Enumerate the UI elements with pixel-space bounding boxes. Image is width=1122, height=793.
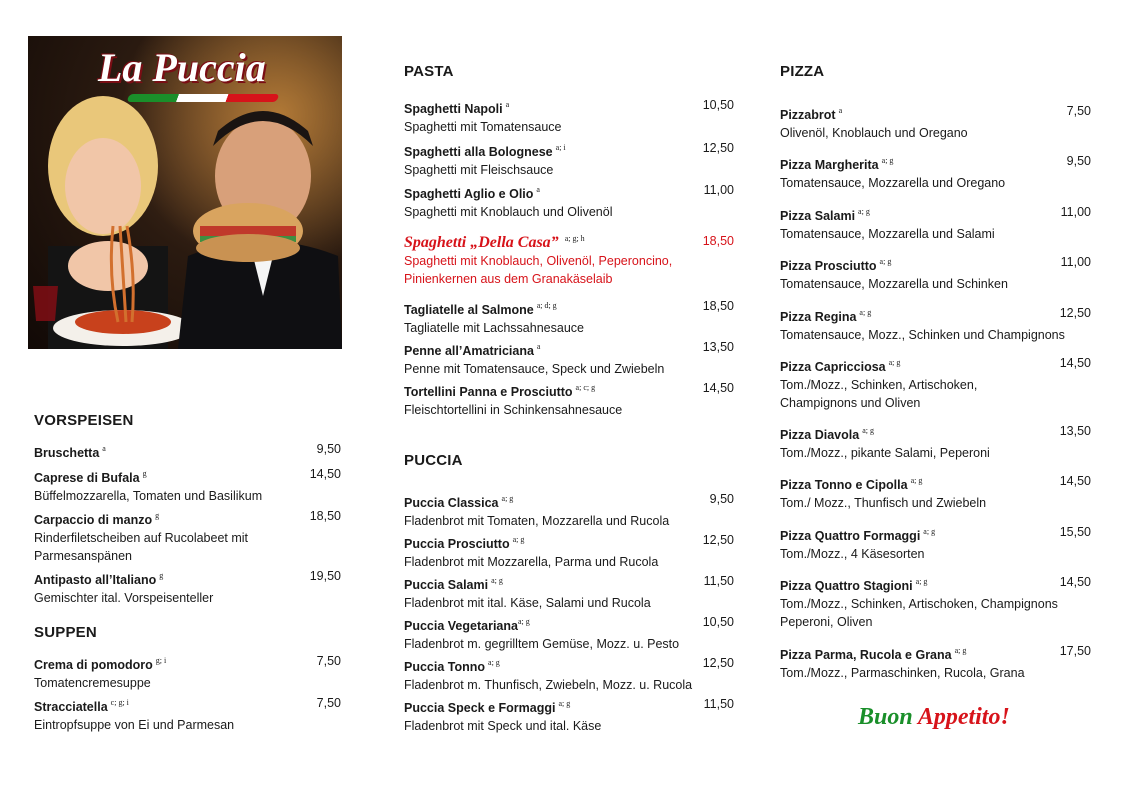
item-price: 10,50 <box>702 615 734 629</box>
menu-item <box>780 253 1091 293</box>
item-description: Tomatensauce, Mozz., Schinken und Champignons <box>780 328 1065 342</box>
item-price: 10,50 <box>702 98 734 112</box>
allergen-codes: c; g; i <box>110 698 129 707</box>
menu-item <box>404 297 734 337</box>
allergen-codes: a; g <box>915 577 928 586</box>
item-price: 15,50 <box>1059 525 1091 539</box>
allergen-codes: a <box>536 342 541 351</box>
allergen-codes: a; g <box>517 617 530 626</box>
allergen-codes: a; g <box>923 527 936 536</box>
item-description: Fladenbrot m. Thunfisch, Zwiebeln, Mozz. u. Rucola <box>404 678 693 692</box>
item-name: Puccia Vegetariana <box>404 619 518 633</box>
item-description: Tomatensauce, Mozzarella und Schinken <box>780 277 1008 291</box>
item-name: Spaghetti Aglio e Olio <box>404 187 534 201</box>
allergen-codes: a; i <box>555 143 566 152</box>
menu-item <box>34 652 341 692</box>
item-description: Tom./Mozz., pikante Salami, Peperoni <box>780 446 990 460</box>
item-description: Fladenbrot mit Tomaten, Mozzarella und Rucola <box>404 514 670 528</box>
allergen-codes: a; g <box>512 535 525 544</box>
item-name: Spaghetti alla Bolognese <box>404 145 553 159</box>
item-price: 7,50 <box>1066 104 1091 118</box>
item-price: 18,50 <box>702 299 734 313</box>
menu-item <box>404 96 734 136</box>
allergen-codes: a; g <box>881 156 894 165</box>
menu-item <box>34 694 341 734</box>
menu-item <box>34 440 341 462</box>
allergen-codes: a; g <box>858 207 870 216</box>
item-name: Pizzabrot <box>780 108 836 122</box>
item-price: 18,50 <box>309 509 341 523</box>
item-name: Pizza Quattro Stagioni <box>780 579 913 593</box>
menu-item <box>404 338 734 378</box>
item-name: Pizza Quattro Formaggi <box>780 529 921 543</box>
item-price: 12,50 <box>702 656 734 670</box>
appetito-word-2: Appetito! <box>917 704 1010 730</box>
logo-tricolor-swoosh <box>127 94 280 102</box>
item-description: Tomatensauce, Mozzarella und Oregano <box>780 176 1006 190</box>
menu-item <box>780 203 1091 243</box>
menu-item <box>780 152 1091 192</box>
item-name: Pizza Regina <box>780 310 857 324</box>
item-description: Tom./Mozz., Parmaschinken, Rucola, Grana <box>780 666 1025 680</box>
allergen-codes: g <box>159 571 164 580</box>
item-description: Spaghetti mit Fleischsauce <box>404 163 554 177</box>
item-price: 12,50 <box>702 533 734 547</box>
item-description: Fladenbrot m. gegrilltem Gemüse, Mozz. u. Pesto <box>404 637 680 651</box>
menu-item <box>404 695 734 735</box>
menu-item <box>780 573 1091 631</box>
item-description: Penne mit Tomatensauce, Speck und Zwiebeln <box>404 362 665 376</box>
item-description: Fladenbrot mit Mozzarella, Parma und Rucola <box>404 555 659 569</box>
item-price: 17,50 <box>1059 644 1091 658</box>
item-description: Fladenbrot mit ital. Käse, Salami und Rucola <box>404 596 651 610</box>
menu-item <box>404 654 734 694</box>
item-name: Puccia Prosciutto <box>404 537 510 551</box>
item-name: Pizza Prosciutto <box>780 259 877 273</box>
item-name: Puccia Salami <box>404 578 489 592</box>
item-name: Pizza Salami <box>780 209 856 223</box>
section-title-vorspeisen: VORSPEISEN <box>34 412 134 429</box>
menu-item <box>780 642 1091 682</box>
menu-item <box>404 531 734 571</box>
item-price: 18,50 <box>702 234 734 248</box>
item-name: Spaghetti Napoli <box>404 102 503 116</box>
item-price: 9,50 <box>316 442 341 456</box>
allergen-codes: a; g <box>910 476 923 485</box>
menu-item <box>780 304 1091 344</box>
item-description: Tom./Mozz., Schinken, Artischoken, Champignons und Oliven <box>780 378 978 410</box>
item-name: Puccia Speck e Formaggi <box>404 701 556 715</box>
item-description: Tomatensauce, Mozzarella und Salami <box>780 227 995 241</box>
item-name: Pizza Margherita <box>780 158 879 172</box>
item-name: Stracciatella <box>34 700 108 714</box>
item-description: Fleischtortellini in Schinkensahnesauce <box>404 403 623 417</box>
item-price: 12,50 <box>1059 306 1091 320</box>
allergen-codes: a; g <box>491 576 503 585</box>
item-description: Fladenbrot mit Speck und ital. Käse <box>404 719 602 733</box>
menu-item-special <box>404 230 734 288</box>
menu-item <box>780 354 1091 412</box>
item-description: Gemischter ital. Vorspeisenteller <box>34 591 214 605</box>
menu-item <box>404 181 734 221</box>
item-price: 14,50 <box>702 381 734 395</box>
item-name: Antipasto all’Italiano <box>34 573 157 587</box>
allergen-codes: a; d; g <box>536 301 557 310</box>
allergen-codes: a; g <box>879 257 892 266</box>
section-title-puccia: PUCCIA <box>404 452 463 469</box>
item-name: Pizza Capricciosa <box>780 360 886 374</box>
item-price: 19,50 <box>309 569 341 583</box>
item-price: 14,50 <box>1059 356 1091 370</box>
section-title-pizza: PIZZA <box>780 63 825 80</box>
hero-image <box>28 36 342 349</box>
menu-item <box>34 465 341 505</box>
appetito-word-1: Buon <box>858 704 913 730</box>
item-price: 7,50 <box>316 654 341 668</box>
allergen-codes: a; g <box>488 658 500 667</box>
allergen-codes: a; c; g <box>575 383 596 392</box>
allergen-codes: a; g <box>888 358 901 367</box>
allergen-codes: a; g <box>862 426 874 435</box>
item-price: 13,50 <box>1059 424 1091 438</box>
item-name: Penne all’Amatriciana <box>404 344 534 358</box>
menu-item <box>404 139 734 179</box>
item-name: Tortellini Panna e Prosciutto <box>404 385 573 399</box>
item-price: 7,50 <box>316 696 341 710</box>
item-name: Puccia Classica <box>404 496 499 510</box>
item-name: Crema di pomodoro <box>34 658 153 672</box>
item-name: Carpaccio di manzo <box>34 513 153 527</box>
section-title-suppen: SUPPEN <box>34 624 97 641</box>
item-description: Spaghetti mit Knoblauch, Olivenöl, Peperoncino, Pinienkernen aus dem Granakäselaib <box>404 254 673 286</box>
item-name: Caprese di Bufala <box>34 471 140 485</box>
item-price: 11,00 <box>1060 205 1091 219</box>
menu-item <box>780 422 1091 462</box>
item-description: Tom./ Mozz., Thunfisch und Zwiebeln <box>780 496 987 510</box>
menu-item <box>780 523 1091 563</box>
item-price: 13,50 <box>702 340 734 354</box>
allergen-codes: g <box>155 511 160 520</box>
allergen-codes: a <box>536 185 540 194</box>
item-name: Spaghetti „Della Casa” <box>404 234 559 251</box>
item-description: Eintropfsuppe von Ei und Parmesan <box>34 718 235 732</box>
allergen-codes: g; i <box>155 656 167 665</box>
item-description: Tomatencremesuppe <box>34 676 151 690</box>
item-name: Pizza Tonno e Cipolla <box>780 478 908 492</box>
logo: La Puccia <box>98 45 266 90</box>
menu-item <box>404 613 734 653</box>
item-name: Pizza Parma, Rucola e Grana <box>780 648 952 662</box>
item-price: 14,50 <box>309 467 341 481</box>
allergen-codes: a; g <box>501 494 514 503</box>
menu-item <box>780 102 1091 142</box>
menu-item <box>404 572 734 612</box>
item-price: 12,50 <box>702 141 734 155</box>
item-description: Rinderfiletscheiben auf Rucolabeet mit Parmesanspänen <box>34 531 249 563</box>
buon-appetito <box>858 704 1010 731</box>
item-price: 14,50 <box>1059 474 1091 488</box>
item-description: Büffelmozzarella, Tomaten und Basilikum <box>34 489 263 503</box>
item-price: 14,50 <box>1059 575 1091 589</box>
item-name: Pizza Diavola <box>780 428 860 442</box>
allergen-codes: a; g <box>859 308 872 317</box>
allergen-codes: a <box>505 100 510 109</box>
menu-item <box>404 379 734 419</box>
allergen-codes: a; g <box>954 646 967 655</box>
item-price: 9,50 <box>709 492 734 506</box>
item-description: Spaghetti mit Knoblauch und Olivenöl <box>404 205 613 219</box>
item-description: Tom./Mozz., Schinken, Artischoken, Champignons Peperoni, Oliven <box>780 597 1058 629</box>
menu-item <box>404 490 734 530</box>
item-price: 11,50 <box>703 574 734 588</box>
item-price: 11,00 <box>1060 255 1091 269</box>
item-description: Tom./Mozz., 4 Käsesorten <box>780 547 925 561</box>
item-name: Puccia Tonno <box>404 660 486 674</box>
item-price: 11,50 <box>703 697 734 711</box>
allergen-codes: g <box>142 469 147 478</box>
menu-item <box>34 567 341 607</box>
item-description: Olivenöl, Knoblauch und Oregano <box>780 126 968 140</box>
item-name: Bruschetta <box>34 446 100 460</box>
item-name: Tagliatelle al Salmone <box>404 303 534 317</box>
allergen-codes: a <box>838 106 843 115</box>
allergen-codes: a; g; h <box>564 234 585 243</box>
menu-item <box>780 472 1091 512</box>
allergen-codes: a <box>102 444 106 453</box>
menu-item <box>34 507 341 565</box>
allergen-codes: a; g <box>558 699 571 708</box>
item-price: 11,00 <box>703 183 734 197</box>
item-description: Spaghetti mit Tomatensauce <box>404 120 562 134</box>
item-description: Tagliatelle mit Lachssahnesauce <box>404 321 584 335</box>
item-price: 9,50 <box>1066 154 1091 168</box>
section-title-pasta: PASTA <box>404 63 454 80</box>
